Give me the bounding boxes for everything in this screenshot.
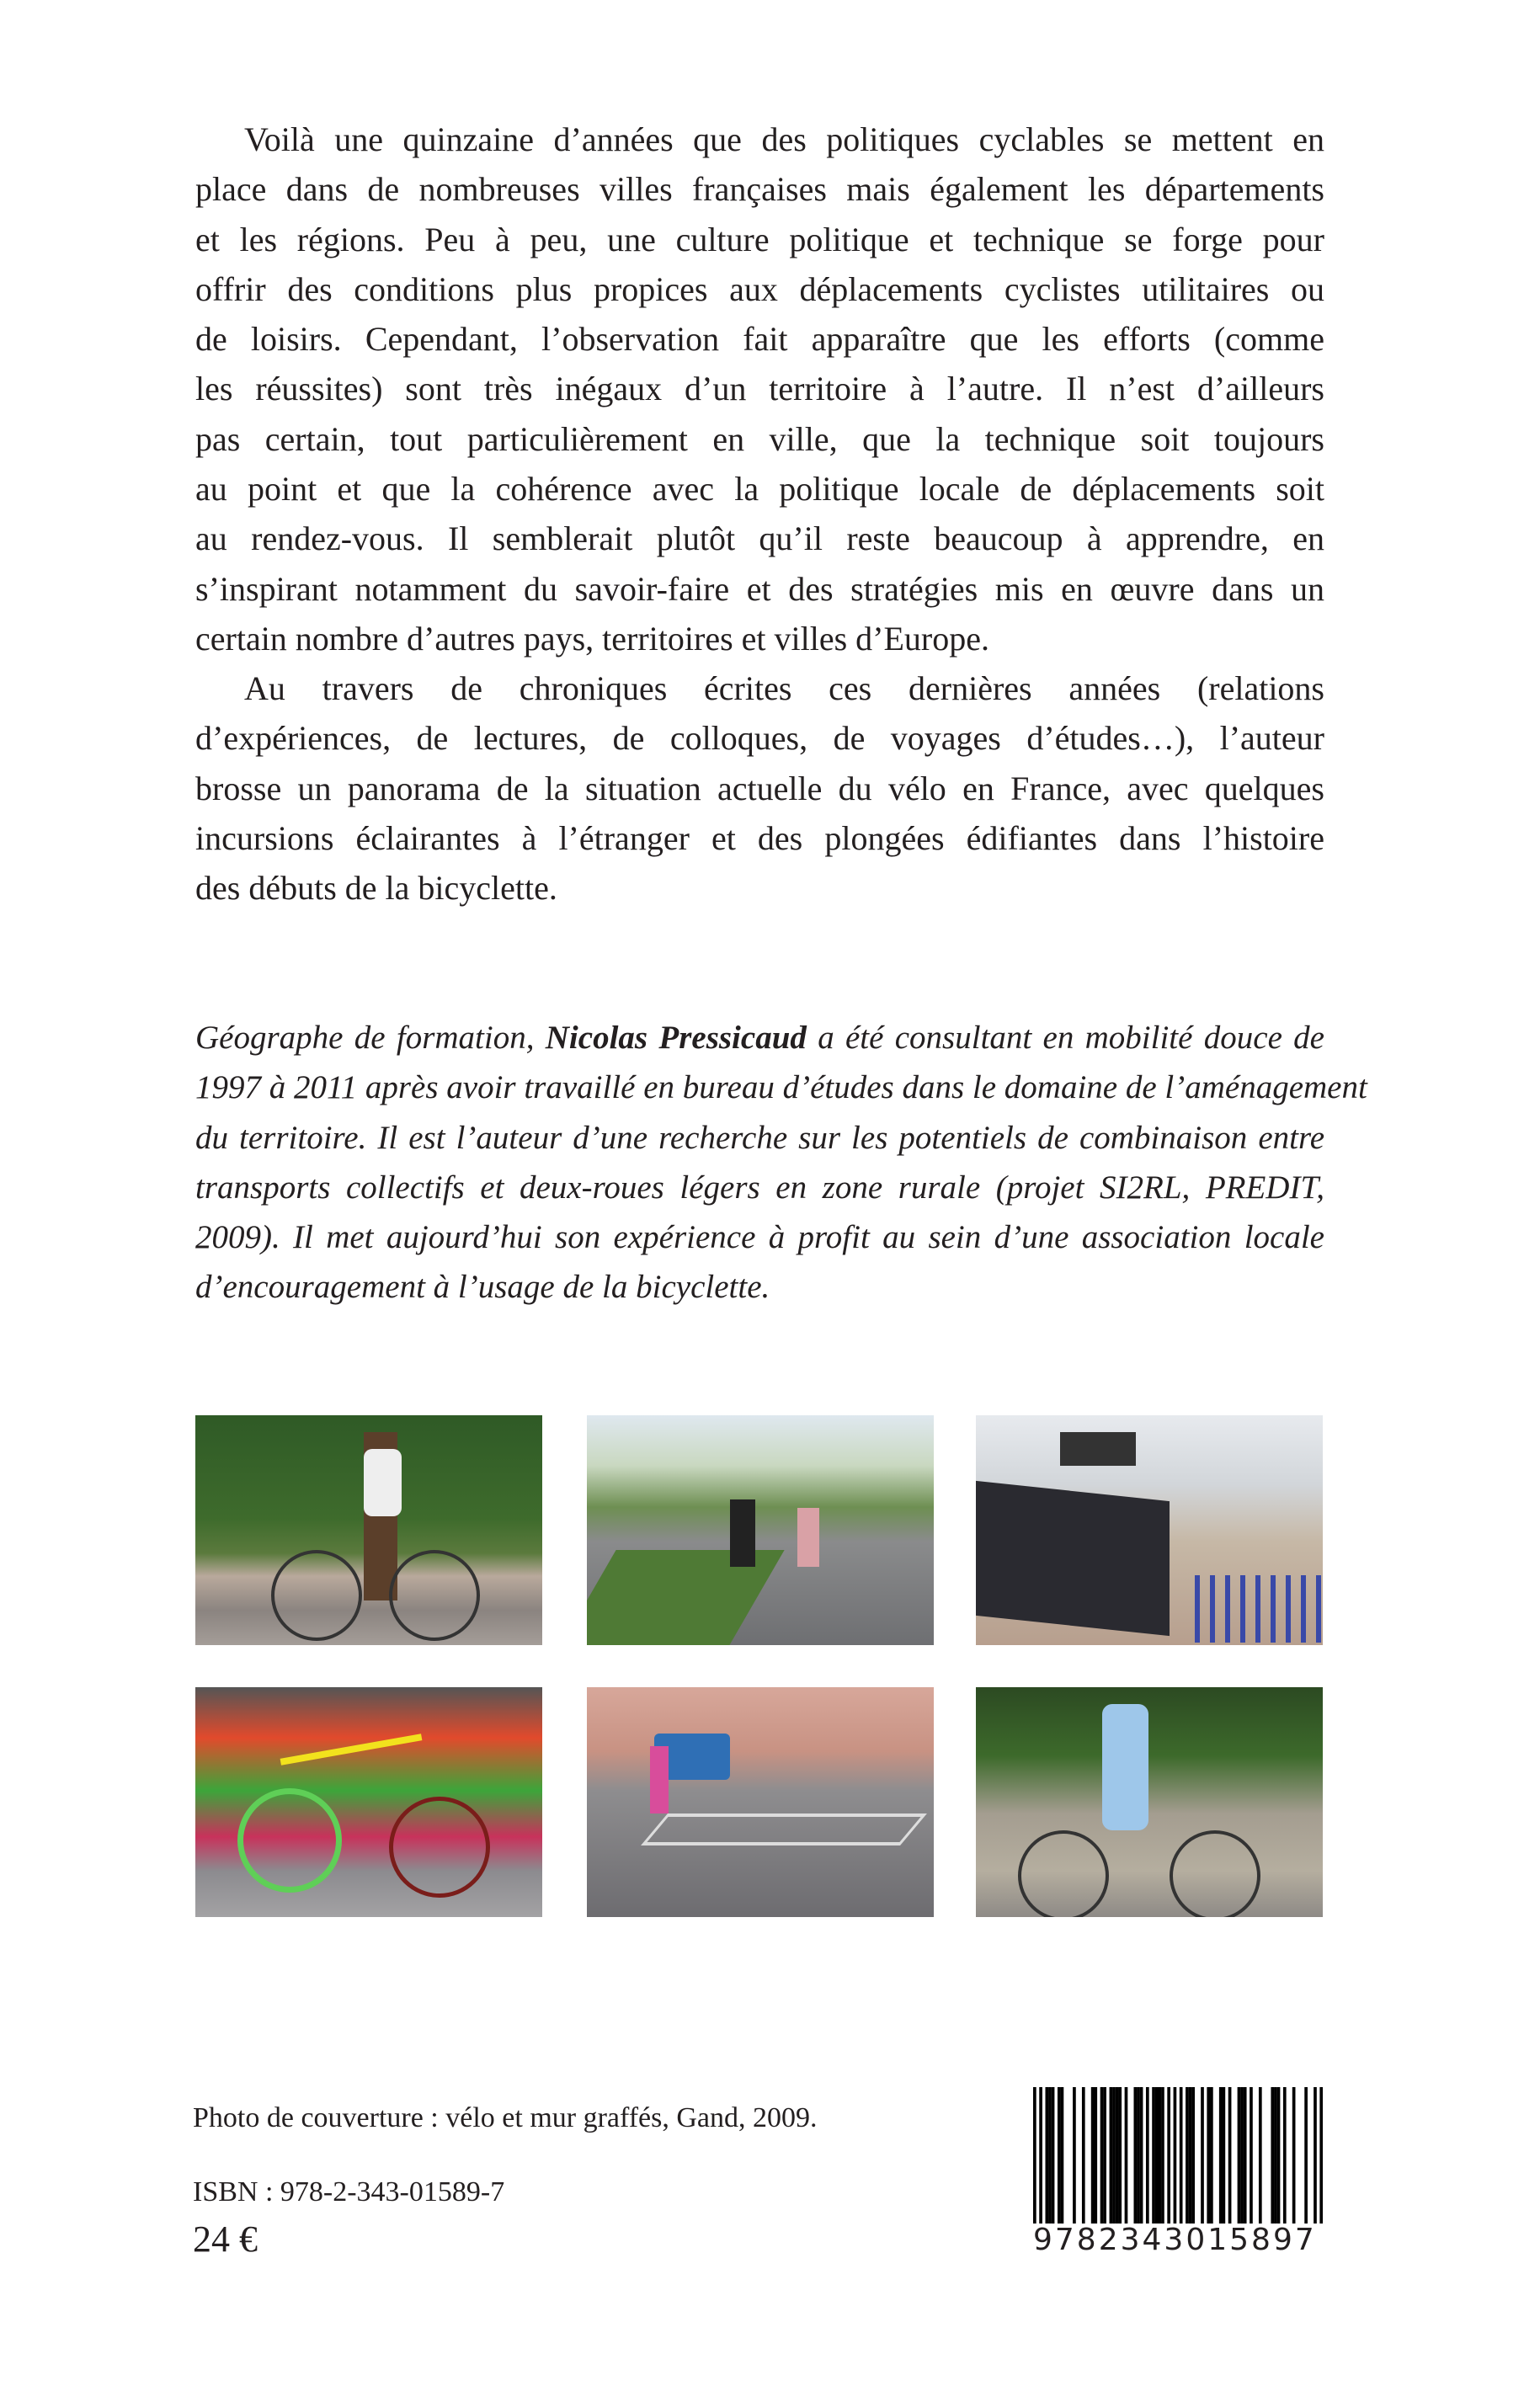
- bio-text: a été consultant en mobilité douce de: [806, 1020, 1324, 1056]
- barcode-bar: [1073, 2087, 1076, 2229]
- barcode-bar: [1167, 2087, 1170, 2229]
- photo-street-crossing: [587, 1687, 934, 1917]
- barcode-bar: [1161, 2087, 1164, 2229]
- barcode-bar: [1061, 2087, 1064, 2229]
- bio-text: Géographe de formation,: [195, 1020, 546, 1056]
- paragraph-line: les réussites) sont très inégaux d’un territoire à l’autre. Il n’est d’ailleurs: [195, 370, 1324, 408]
- barcode-bar: [1052, 2087, 1055, 2229]
- paragraph-line: pas certain, tout particulièrement en ville, que la technique soit toujours: [195, 419, 1324, 458]
- bio-line: transports collectifs et deux-roues légers en zone rurale (projet SI2RL, PREDIT,: [195, 1169, 1324, 1206]
- barcode-bar: [1140, 2087, 1143, 2229]
- barcode-bar: [1250, 2087, 1253, 2229]
- paragraph-line: au point et que la cohérence avec la politique locale de déplacements soit: [195, 470, 1324, 509]
- barcode-bar: [1137, 2087, 1140, 2229]
- barcode-bar: [1082, 2087, 1085, 2229]
- barcode-bar: [1314, 2087, 1317, 2229]
- paragraph-line: place dans de nombreuses villes françaises mais également les départements: [195, 170, 1324, 209]
- barcode-bar: [1152, 2087, 1155, 2229]
- barcode-bar: [1048, 2087, 1052, 2229]
- paragraph-line: s’inspirant notamment du savoir-faire et des stratégies mis en œuvre dans un: [195, 569, 1324, 608]
- barcode-bar: [1240, 2087, 1244, 2229]
- paragraph-line: Voilà une quinzaine d’années que des politiques cyclables se mettent en: [244, 120, 1324, 158]
- barcode-bar: [1118, 2087, 1122, 2229]
- photo-cycle-lane: [587, 1415, 934, 1645]
- barcode-bar: [1045, 2087, 1048, 2229]
- barcode-bar: [1133, 2087, 1137, 2229]
- bio-line: d’encouragement à l’usage de la bicyclette.: [195, 1269, 770, 1306]
- barcode-bar: [1228, 2087, 1232, 2229]
- barcode-bar: [1304, 2087, 1308, 2229]
- barcode-bar: [1058, 2087, 1061, 2229]
- barcode-bar: [1319, 2087, 1323, 2229]
- photo-tram-bike-parking: [976, 1415, 1323, 1645]
- barcode-bar: [1158, 2087, 1161, 2229]
- barcode-bar: [1189, 2087, 1192, 2229]
- paragraph-line: au rendez-vous. Il semblerait plutôt qu’il reste beaucoup à apprendre, en: [195, 519, 1324, 558]
- paragraph-line: certain nombre d’autres pays, territoires et villes d’Europe.: [195, 619, 989, 658]
- barcode-bar: [1191, 2087, 1195, 2229]
- bio-line: 1997 à 2011 après avoir travaillé en bureau d’études dans le domaine de l’aménagement: [195, 1069, 1367, 1106]
- paragraph-line: d’expériences, de lectures, de colloques, de voyages d’études…), l’auteur: [195, 719, 1324, 758]
- barcode-digits: 9782343015897: [1031, 2224, 1326, 2257]
- isbn: ISBN : 978-2-343-01589-7: [193, 2176, 505, 2208]
- barcode-bar: [1103, 2087, 1106, 2229]
- paragraph-line: des débuts de la bicyclette.: [195, 869, 557, 908]
- barcode-bar: [1091, 2087, 1095, 2229]
- barcode: [1031, 2087, 1324, 2256]
- author-name: Nicolas Pressicaud: [545, 1020, 807, 1056]
- bio-line: 2009). Il met aujourd’hui son expérience à profit au sein d’une association locale: [195, 1219, 1324, 1256]
- barcode-bar: [1207, 2087, 1210, 2229]
- barcode-bar: [1112, 2087, 1116, 2229]
- barcode-bar: [1110, 2087, 1113, 2229]
- barcode-bar: [1186, 2087, 1189, 2229]
- paragraph-line: offrir des conditions plus propices aux déplacements cyclistes utilitaires ou: [195, 269, 1324, 308]
- barcode-bar: [1146, 2087, 1149, 2229]
- barcode-bar: [1292, 2087, 1296, 2229]
- barcode-bar: [1274, 2087, 1277, 2229]
- barcode-bar: [1174, 2087, 1177, 2229]
- barcode-bars: [1033, 2087, 1323, 2229]
- barcode-bar: [1277, 2087, 1281, 2229]
- blurb-paragraph-1: [195, 115, 1324, 663]
- photo-cyclist-park: [195, 1415, 542, 1645]
- paragraph-line: de loisirs. Cependant, l’observation fait apparaître que les efforts (comme: [195, 320, 1324, 359]
- barcode-bar: [1259, 2087, 1262, 2229]
- paragraph-line: incursions éclairantes à l’étranger et des plongées édifiantes dans l’histoire: [195, 818, 1324, 857]
- bio-line: [195, 1013, 1324, 1063]
- paragraph-line: Au travers de chroniques écrites ces dernières années (relations: [244, 669, 1324, 707]
- barcode-bar: [1155, 2087, 1159, 2229]
- barcode-bar: [1219, 2087, 1223, 2229]
- barcode-bar: [1033, 2087, 1036, 2229]
- barcode-bar: [1238, 2087, 1241, 2229]
- photo-graffiti-bikes: [195, 1687, 542, 1917]
- paragraph-line: brosse un panorama de la situation actuelle du vélo en France, avec quelques: [195, 769, 1324, 807]
- author-bio: [195, 1013, 1367, 1313]
- blurb-paragraph-2: [195, 663, 1324, 913]
- barcode-bar: [1210, 2087, 1213, 2229]
- barcode-bar: [1201, 2087, 1204, 2229]
- barcode-bar: [1039, 2087, 1042, 2229]
- bio-line: du territoire. Il est l’auteur d’une recherche sur les potentiels de combinaison entre: [195, 1119, 1324, 1156]
- photo-cyclist-wall: [976, 1687, 1323, 1917]
- paragraph-line: et les régions. Peu à peu, une culture politique et technique se forge pour: [195, 220, 1324, 258]
- barcode-bar: [1283, 2087, 1287, 2229]
- barcode-bar: [1244, 2087, 1247, 2229]
- barcode-bar: [1100, 2087, 1104, 2229]
- barcode-bar: [1116, 2087, 1119, 2229]
- price: 24 €: [193, 2218, 258, 2260]
- cover-photo-credit: Photo de couverture : vélo et mur graffés, Gand, 2009.: [193, 2102, 818, 2133]
- barcode-bar: [1271, 2087, 1274, 2229]
- barcode-bar: [1125, 2087, 1128, 2229]
- barcode-bar: [1223, 2087, 1226, 2229]
- barcode-bar: [1094, 2087, 1097, 2229]
- barcode-bar: [1180, 2087, 1183, 2229]
